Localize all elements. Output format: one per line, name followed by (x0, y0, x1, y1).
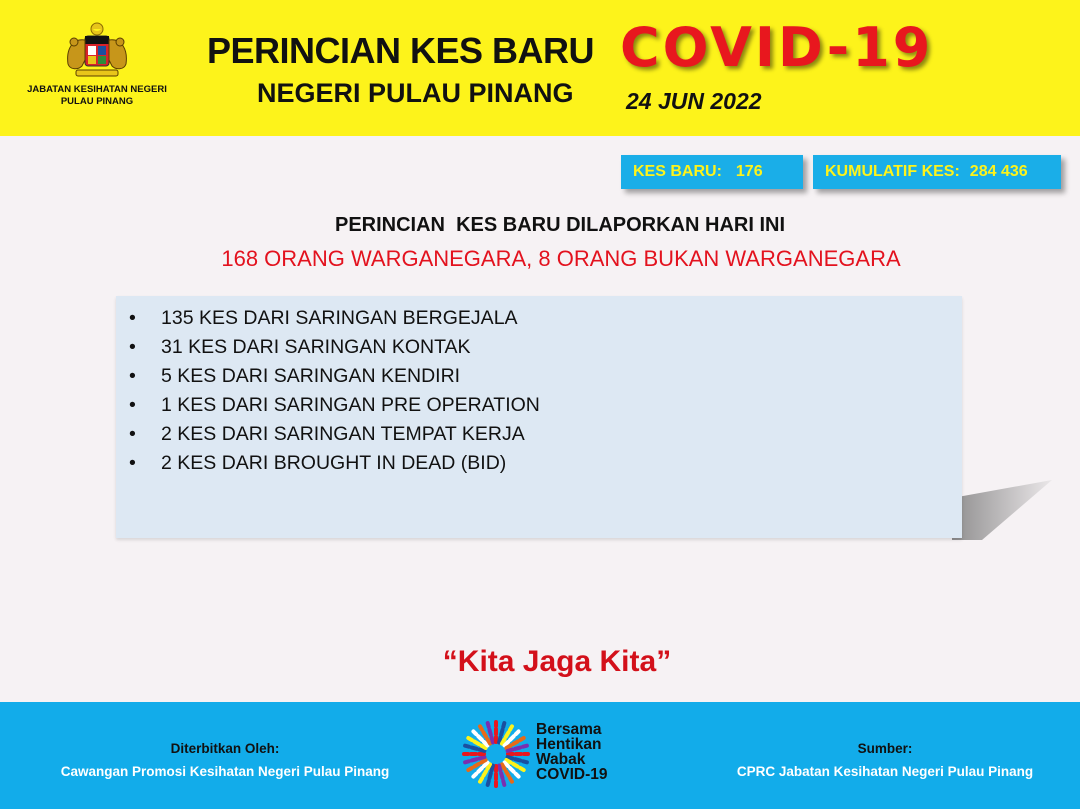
footer-banner (0, 702, 1080, 809)
campaign-logo-text: Bersama Hentikan Wabak COVID-19 (536, 721, 608, 783)
bullet-icon: • (129, 423, 136, 445)
bullet-icon: • (129, 394, 136, 416)
bullet-icon: • (129, 365, 136, 387)
source-text: CPRC Jabatan Kesihatan Negeri Pulau Pinang (736, 764, 1034, 779)
list-item: • 135 KES DARI SARINGAN BERGEJALA (116, 304, 962, 333)
list-item: • 2 KES DARI SARINGAN TEMPAT KERJA (116, 420, 962, 449)
campaign-burst-icon (458, 716, 534, 792)
bullet-icon: • (129, 336, 136, 358)
bullet-icon: • (129, 452, 136, 474)
details-heading: PERINCIAN KES BARU DILAPORKAN HARI INI (334, 214, 786, 236)
new-cases-value: 176 (735, 163, 763, 180)
cumulative-cases-label: KUMULATIF KES: (825, 163, 960, 180)
covid-title: COVID-19 (620, 16, 934, 79)
bullet-icon: • (129, 307, 136, 329)
slogan: “Kita Jaga Kita” (442, 645, 672, 678)
new-cases-badge (621, 155, 803, 189)
published-by-label: Diterbitkan Oleh: (170, 741, 280, 756)
report-date: 24 JUN 2022 (626, 88, 762, 114)
cumulative-cases-value: 284 436 (969, 163, 1028, 180)
state-title: NEGERI PULAU PINANG (257, 78, 574, 108)
department-name: JABATAN KESIHATAN NEGERI PULAU PINANG (27, 84, 167, 107)
header-banner (0, 0, 1080, 136)
list-item: • 31 KES DARI SARINGAN KONTAK (116, 333, 962, 362)
new-cases-label: KES BARU: (633, 163, 722, 180)
box-shadow-decoration (952, 480, 1052, 540)
published-by-text: Cawangan Promosi Kesihatan Negeri Pulau Pinang (60, 764, 390, 779)
page-title: PERINCIAN KES BARU (207, 30, 595, 71)
coat-of-arms-icon (58, 20, 136, 82)
source-label: Sumber: (857, 741, 913, 756)
list-item: • 5 KES DARI SARINGAN KENDIRI (116, 362, 962, 391)
list-item: • 2 KES DARI BROUGHT IN DEAD (BID) (116, 449, 962, 478)
citizenship-breakdown: 168 ORANG WARGANEGARA, 8 ORANG BUKAN WARGANEGARA (221, 246, 901, 271)
list-item: • 1 KES DARI SARINGAN PRE OPERATION (116, 391, 962, 420)
case-details-box (116, 296, 962, 538)
case-details-list (116, 296, 962, 478)
cumulative-cases-badge (813, 155, 1061, 189)
